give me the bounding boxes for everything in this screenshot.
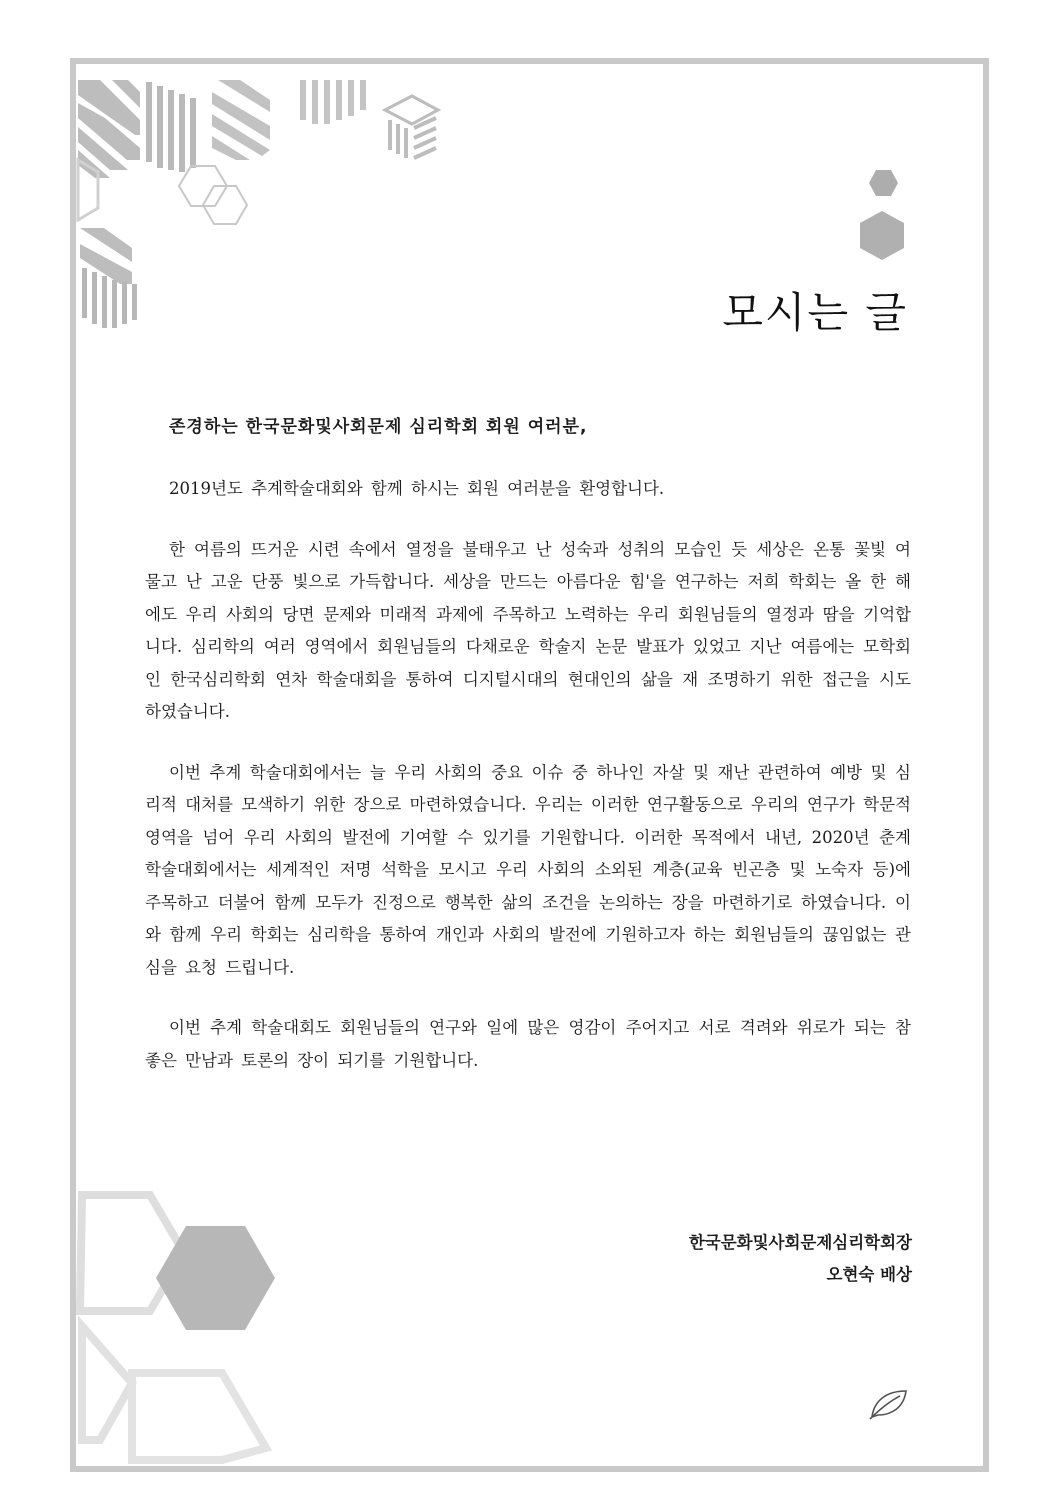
letter-body (145, 412, 911, 1105)
paragraph-closing: 이번 추계 학술대회도 회원님들의 연구와 일에 많은 영감이 주어지고 서로 격려와 위로가 되는 참 좋은 만남과 토론의 장이 되기를 기원합니다. (145, 1018, 911, 1070)
signature-name: 오현숙 배상 (826, 1265, 912, 1284)
paragraph-conference: 이번 추계 학술대회에서는 늘 우리 사회의 중요 이슈 중 하나인 자살 및 재난 관련하여 예방 및 심리적 대처를 모색하기 위한 장으로 마련하였습니다. 우리는 이러한 연구활동으로 우리의 연구가 학문적 영역을 넘어 우리 사회의 발전에 기여할 수 있기를 기원합니다. 이러한 목적에서 내년, 2020년 춘계 학술대회에서는 세계적인 저명 석학을 모시고 우리 사회의 소외된 계층(교육 빈곤층 및 노숙자 등)에 주목하고 더불어 함께 모두가 진정으로 행복한 삶의 조건을 논의하는 장을 마련하기로 하였습니다. 이와 함께 우리 학회는 심리학을 통하여 개인과 사회의 발전에 기원하고자 하는 회원님들의 끊임없는 관심을 요청 드립니다. (145, 762, 911, 977)
signature-block (689, 1227, 912, 1291)
paragraph-review: 한 여름의 뜨거운 시련 속에서 열정을 불태우고 난 성숙과 성취의 모습인 듯 세상은 온통 꽃빛 여물고 난 고운 단풍 빛으로 가득합니다. 세상을 만드는 아름다운 힘'을 연구하는 저희 학회는 올 한 해에도 우리 사회의 당면 문제와 미래적 과제에 주목하고 노력하는 우리 회원님들의 열정과 땀을 기억합니다. 심리학의 여러 영역에서 회원님들의 다채로운 학술지 논문 발표가 있었고 지난 여름에는 모학회인 한국심리학회 연차 학술대회을 통하여 디지털시대의 현대인의 삶을 재 조명하기 위한 접근을 시도하였습니다. (145, 539, 911, 721)
greeting: 존경하는 한국문화및사회문제 심리학회 회원 여러분, (169, 417, 588, 437)
paragraph-welcome: 2019년도 추계학술대회와 함께 하시는 회원 여러분을 환영합니다. (169, 479, 665, 498)
leaf-icon (868, 1387, 910, 1421)
signature-organization: 한국문화및사회문제심리학회장 (688, 1233, 912, 1252)
page-title: 모시는 글 (722, 288, 908, 337)
